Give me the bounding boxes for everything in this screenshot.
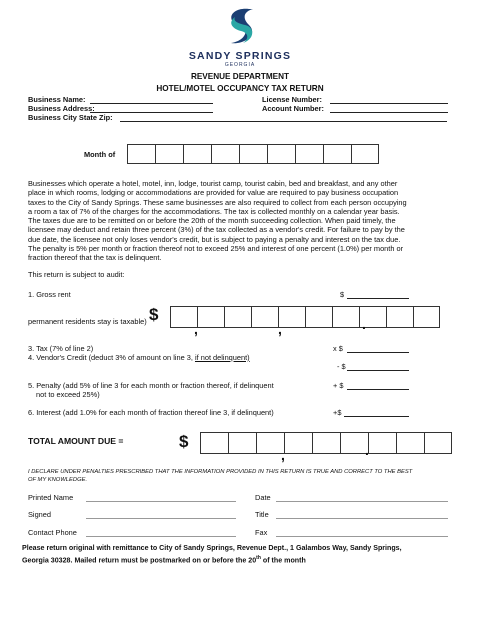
total-comma: , bbox=[281, 447, 285, 463]
line2-decimal-point: . bbox=[362, 316, 366, 332]
tax-prefix: x $ bbox=[333, 344, 343, 353]
vendor-credit-condition: if not delinquent) bbox=[194, 353, 250, 362]
amount-box[interactable] bbox=[332, 306, 359, 328]
description-line: fraction thereof that the tax is delinquent. bbox=[28, 253, 162, 263]
amount-box[interactable] bbox=[170, 306, 197, 328]
business-city-label: Business City State Zip: bbox=[28, 113, 113, 122]
gross-rent-label: 1. Gross rent bbox=[28, 290, 71, 299]
penalty-label-cont: not to exceed 25%) bbox=[36, 390, 100, 399]
fax-label: Fax bbox=[255, 528, 268, 537]
gross-rent-prefix: $ bbox=[340, 290, 345, 299]
amount-box[interactable] bbox=[224, 306, 251, 328]
penalty-field[interactable] bbox=[347, 381, 409, 390]
description-line: due date, the licensee not only loses vendor's credit, but is subject to paying a penalty and interest on the tax due. bbox=[28, 234, 401, 244]
description-line: licensee may deduct and retain three percent (3%) of the tax collected as a vendor's credit. For failure to pay by the bbox=[28, 225, 405, 235]
gross-rent-field[interactable] bbox=[347, 290, 409, 299]
month-boxes[interactable] bbox=[127, 144, 379, 164]
title-label: Title bbox=[255, 510, 269, 519]
contact-phone-field[interactable] bbox=[86, 528, 236, 537]
total-dollar-sign: $ bbox=[179, 432, 189, 451]
amount-box[interactable] bbox=[396, 432, 424, 454]
line2-comma: , bbox=[194, 321, 198, 337]
business-address-label: Business Address: bbox=[28, 104, 95, 113]
footer-text: Georgia 30328. Mailed return must be postmarked on or before the 20 bbox=[22, 556, 257, 565]
declaration-text bbox=[28, 468, 412, 484]
business-address-field[interactable] bbox=[90, 104, 213, 113]
penalty-prefix: + $ bbox=[333, 381, 344, 390]
amount-box[interactable] bbox=[256, 432, 284, 454]
business-name-field[interactable] bbox=[90, 95, 213, 104]
interest-label: 6. Interest (add 1.0% for each month of fraction thereof line 3, if delinquent) bbox=[28, 408, 274, 417]
audit-text: This return is subject to audit: bbox=[28, 270, 125, 279]
month-box[interactable] bbox=[183, 144, 211, 164]
fax-field[interactable] bbox=[276, 528, 448, 537]
description-line: The taxes due are to be remitted on or before the 20th of the month succeeding collection. When paid timely, the bbox=[28, 216, 396, 226]
amount-box[interactable] bbox=[340, 432, 369, 458]
sandy-springs-logo-icon bbox=[205, 5, 275, 47]
permanent-residents-label: permanent residents stay is taxable) bbox=[28, 317, 147, 326]
penalty-label: 5. Penalty (add 5% of line 3 for each month or fraction thereof, if delinquent bbox=[28, 381, 274, 390]
tax-label: 3. Tax (7% of line 2) bbox=[28, 344, 94, 353]
total-decimal-point: . bbox=[365, 442, 369, 458]
amount-box[interactable] bbox=[197, 306, 224, 328]
line2-dollar-sign: $ bbox=[149, 305, 159, 324]
line2-comma: , bbox=[278, 321, 282, 337]
description-line: a room a tax of 7% of the charges for the accommodations. The tax is collected monthly on a calendar year basis. bbox=[28, 206, 400, 216]
vendor-credit-prefix: - $ bbox=[337, 362, 346, 371]
printed-name-field[interactable] bbox=[86, 493, 236, 502]
month-box[interactable] bbox=[351, 144, 379, 164]
amount-box[interactable] bbox=[386, 306, 413, 328]
logo bbox=[205, 5, 275, 47]
month-box[interactable] bbox=[155, 144, 183, 164]
department-title: REVENUE DEPARTMENT bbox=[190, 72, 290, 81]
month-box[interactable] bbox=[295, 144, 323, 164]
month-box[interactable] bbox=[211, 144, 239, 164]
month-box[interactable] bbox=[267, 144, 295, 164]
business-name-label: Business Name: bbox=[28, 95, 86, 104]
license-number-field[interactable] bbox=[330, 95, 448, 104]
amount-box[interactable] bbox=[284, 432, 312, 454]
description-line: place in which rooms, lodging or accommodations are provided for value are required to pay business occupation bbox=[28, 188, 399, 198]
account-number-field[interactable] bbox=[330, 104, 448, 113]
amount-box[interactable] bbox=[305, 306, 332, 328]
signed-label: Signed bbox=[28, 510, 52, 519]
line2-amount-boxes[interactable] bbox=[170, 306, 440, 332]
date-label: Date bbox=[255, 493, 271, 502]
declaration-line: OF MY KNOWLEDGE. bbox=[28, 477, 88, 483]
amount-box[interactable] bbox=[312, 432, 340, 454]
vendor-credit-label bbox=[28, 353, 250, 362]
description-line: The penalty is 5% per month or fraction thereof not to exceed 25% and interest of one percent (1.0%) per month or bbox=[28, 244, 404, 254]
footer-superscript: th bbox=[256, 555, 261, 561]
description-paragraph bbox=[28, 179, 454, 263]
footer-line bbox=[22, 553, 402, 565]
month-box[interactable] bbox=[127, 144, 155, 164]
total-amount-label: TOTAL AMOUNT DUE = bbox=[28, 436, 124, 446]
title-field[interactable] bbox=[276, 510, 448, 519]
amount-box[interactable] bbox=[251, 306, 278, 328]
month-box[interactable] bbox=[323, 144, 351, 164]
description-line: Businesses which operate a hotel, motel, inn, lodge, tourist camp, tourist cabin, bed and breakfast, and any other bbox=[28, 179, 398, 188]
amount-box[interactable] bbox=[228, 432, 256, 454]
footer-text: of the month bbox=[260, 556, 306, 565]
logo-name: SANDY SPRINGS bbox=[188, 50, 292, 62]
total-amount-boxes[interactable] bbox=[200, 432, 452, 458]
description-line: taxes to the City of Sandy Springs. These same businesses are also required to collect from each person occupying bbox=[28, 197, 407, 207]
contact-phone-label: Contact Phone bbox=[28, 528, 77, 537]
amount-box[interactable] bbox=[200, 432, 228, 454]
interest-prefix: +$ bbox=[333, 408, 342, 417]
business-city-field[interactable] bbox=[120, 113, 447, 122]
signed-field[interactable] bbox=[86, 510, 236, 519]
month-box[interactable] bbox=[239, 144, 267, 164]
month-label: Month of bbox=[84, 150, 116, 159]
printed-name-label: Printed Name bbox=[28, 493, 74, 502]
declaration-line: I DECLARE UNDER PENALTIES PRESCRIBED THAT THE INFORMATION PROVIDED IN THIS RETURN IS TRUE AND CORRECT TO THE BEST bbox=[28, 469, 413, 475]
vendor-credit-text: 4. Vendor's Credit (deduct 3% of amount on line 3, bbox=[28, 353, 195, 362]
amount-box[interactable] bbox=[424, 432, 452, 454]
account-number-label: Account Number: bbox=[262, 104, 325, 113]
logo-subtitle: GEORGIA bbox=[224, 62, 256, 68]
amount-box[interactable] bbox=[278, 306, 305, 328]
interest-field[interactable] bbox=[344, 408, 409, 417]
tax-field[interactable] bbox=[347, 344, 409, 353]
vendor-credit-field[interactable] bbox=[347, 362, 409, 371]
footer-line: Please return original with remittance to City of Sandy Springs, Revenue Dept., 1 Galambos Way, Sandy Springs, bbox=[22, 544, 402, 552]
amount-box[interactable] bbox=[368, 432, 396, 454]
amount-box[interactable] bbox=[413, 306, 440, 328]
footer-instructions bbox=[22, 543, 402, 565]
date-field[interactable] bbox=[276, 493, 448, 502]
license-number-label: License Number: bbox=[262, 95, 322, 104]
form-title: HOTEL/MOTEL OCCUPANCY TAX RETURN bbox=[156, 84, 324, 93]
